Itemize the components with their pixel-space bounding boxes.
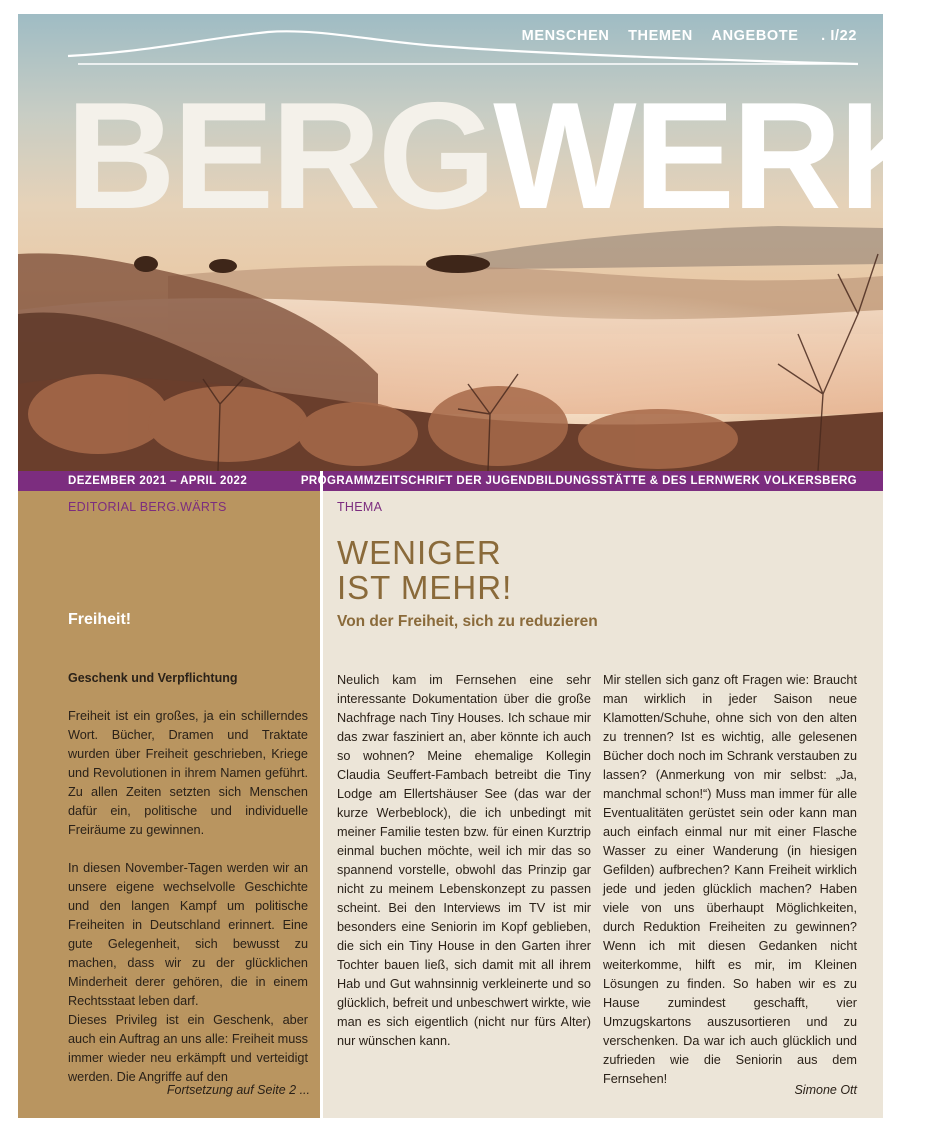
thema-title [337, 535, 512, 605]
nav-item-themen[interactable]: THEMEN [628, 28, 693, 44]
thema-text-column-1: Neulich kam im Fernsehen eine sehr interessante Dokumentation über die große Nachfrage nach Tiny Houses. Ich schaue mir das zwar fasziniert an, aber könnte ich auch so wohnen? Meine ehemalige Kollegin Claudia Seuffert-Fambach betreibt die Tiny Lodge am Ellertshäuser See (das war der kurze Werbeblock), die ich unbedingt mit meiner Familie testen bzw. für einen Kurztrip einmal buchen möchte, weil ich mir das so spannend vorstelle, obwohl das Prinzip gar nicht zu meinem Lebenskonzept zu passen scheint. Bei den Interviews im TV ist mir besonders eine Seniorin im Kopf geblieben, die sich ein Tiny House in den Garten ihrer Tochter bauen ließ, sich damit mit all ihrem Hab und Gut wahnsinnig verkleinerte und so glücklich, befreit und unbeschwert wirkte, wie man es sich eigentlich (nicht nur fürs Alter) nur wünschen kann. [337, 673, 591, 1048]
publication-subtitle: PROGRAMMZEITSCHRIFT DER JUGENDBILDUNGSSTÄTTE & DES LERNWERK VOLKERSBERG [300, 475, 857, 487]
issue-date-range: DEZEMBER 2021 – APRIL 2022 [68, 475, 248, 487]
editorial-heading: Freiheit! [68, 611, 132, 628]
editorial-paragraph-1: Freiheit ist ein großes, ja ein schillerndes Wort. Bücher, Dramen und Traktate wurden über Freiheit geschrieben, Kriege und Revolutionen in ihrem Namen geführt. Zu allen Zeiten setzten sich Menschen dafür ein, politische und individuelle Freiräume zu gewinnen. [68, 709, 308, 837]
masthead-title [66, 71, 946, 241]
info-strip [18, 471, 883, 491]
nav-item-menschen[interactable]: MENSCHEN [521, 28, 610, 44]
editorial-body [68, 707, 308, 1087]
editorial-subheading: Geschenk und Verpflichtung [68, 671, 238, 685]
title-werk: WERK [493, 71, 946, 241]
thema-label: THEMA [337, 500, 383, 514]
editorial-column [18, 491, 320, 1118]
nav-item-angebote[interactable]: ANGEBOTE [711, 28, 799, 44]
thema-column [323, 491, 883, 1118]
editorial-paragraph-3: Dieses Privileg ist ein Geschenk, aber auch ein Auftrag an uns alle: Freiheit muss immer wieder neu erkämpft und verteidigt werden. Die Angriffe auf den [68, 1013, 308, 1084]
title-berg: BERG [66, 71, 494, 241]
continuation-link[interactable]: Fortsetzung auf Seite 2 ... [166, 1083, 310, 1097]
issue-number: . I/22 [821, 28, 857, 44]
cover-photo [18, 14, 946, 471]
thema-title-line-1: WENIGER [337, 534, 502, 571]
top-nav [508, 28, 857, 44]
thema-title-line-2: IST MEHR! [337, 569, 513, 606]
author-name: Simone Ott [794, 1083, 857, 1097]
thema-text-column-2: Mir stellen sich ganz oft Fragen wie: Braucht man wirklich in jeder Saison neue Klamotten/Schuhe, ohne sich von den alten zu trennen? Ist es wichtig, alle gelesenen Bücher doch noch im Schrank verstauben zu lassen? (Anmerkung von mir selbst: „Ja, manchmal schon!“) Muss man immer für alle Eventualitäten gerüstet sein oder kann man auch einfach einmal nur mit einer Flasche Wasser zu einer Wanderung (in hiesigen Gefilden) aufbrechen? Kann Freiheit wirklich jede und jeden glücklich machen? Haben viele von uns überhaupt Möglichkeiten, durch Reduktion Freiheiten zu gewinnen? Wenn ich mit diesen Gedanken nicht weiterkomme, hilft es mir, im Kleinen Lösungen zu finden. So haben wir es zu Hause zumindest geschafft, vier Umzugskartons auszusortieren und zu verschenken. Da war ich auch glücklich und zufrieden wie die Seniorin aus dem Fernsehen! [603, 673, 857, 1086]
editorial-label: EDITORIAL BERG.WÄRTS [68, 500, 227, 514]
magazine-cover-page [18, 14, 946, 1118]
thema-subtitle: Von der Freiheit, sich zu reduzieren [337, 613, 598, 630]
editorial-paragraph-2: In diesen November-Tagen werden wir an unsere eigene wechselvolle Geschichte und den langen Kampf um politische Freiheiten in Deutschland erinnert. Eine gute Gelegenheit, sich bewusst zu machen, dass wir zu der glücklichen Minderheit derer gehören, die in einem Rechtsstaat leben darf. [68, 861, 308, 1008]
